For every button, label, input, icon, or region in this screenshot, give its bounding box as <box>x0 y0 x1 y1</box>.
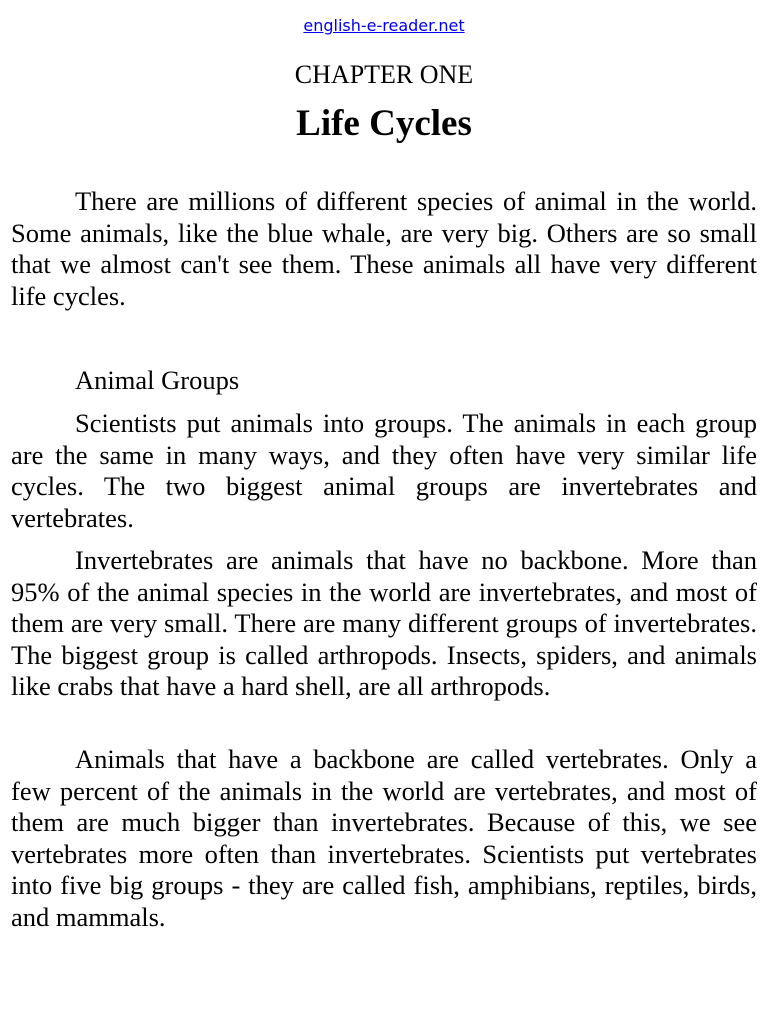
chapter-label: CHAPTER ONE <box>294 60 474 89</box>
intro-block <box>11 186 757 312</box>
paragraph-block <box>11 408 757 534</box>
section-heading-block <box>11 365 757 397</box>
body-paragraph: Invertebrates are animals that have no backbone. More than 95% of the animal species in the world are invertebrates, and most of them are very small. There are many different groups of invertebrates. The biggest group is called arthropods. Insects, spiders, and animals like crabs that have a hard shell, are all arthropods. <box>11 545 757 701</box>
intro-paragraph: There are millions of different species of animal in the world. Some animals, like the blue whale, are very big. Others are so small that we almost can't see them. These animals all have very different life cycles. <box>11 186 757 311</box>
chapter-title: Life Cycles <box>296 103 472 144</box>
paragraph-block <box>11 744 757 933</box>
body-paragraph: Scientists put animals into groups. The animals in each group are the same in many ways, and they often have very similar life cycles. The two biggest animal groups are invertebrates and vertebrates. <box>11 408 757 533</box>
section-heading: Animal Groups <box>75 365 240 395</box>
body-paragraph: Animals that have a backbone are called vertebrates. Only a few percent of the animals in the world are vertebrates, and most of them are much bigger than invertebrates. Because of this, we see vertebrates more often than invertebrates. Scientists put vertebrates into five big groups - they are called fish, amphibians, reptiles, birds, and mammals. <box>11 744 757 932</box>
paragraph-block <box>11 545 757 703</box>
source-link[interactable]: english-e-reader.net <box>303 16 465 35</box>
